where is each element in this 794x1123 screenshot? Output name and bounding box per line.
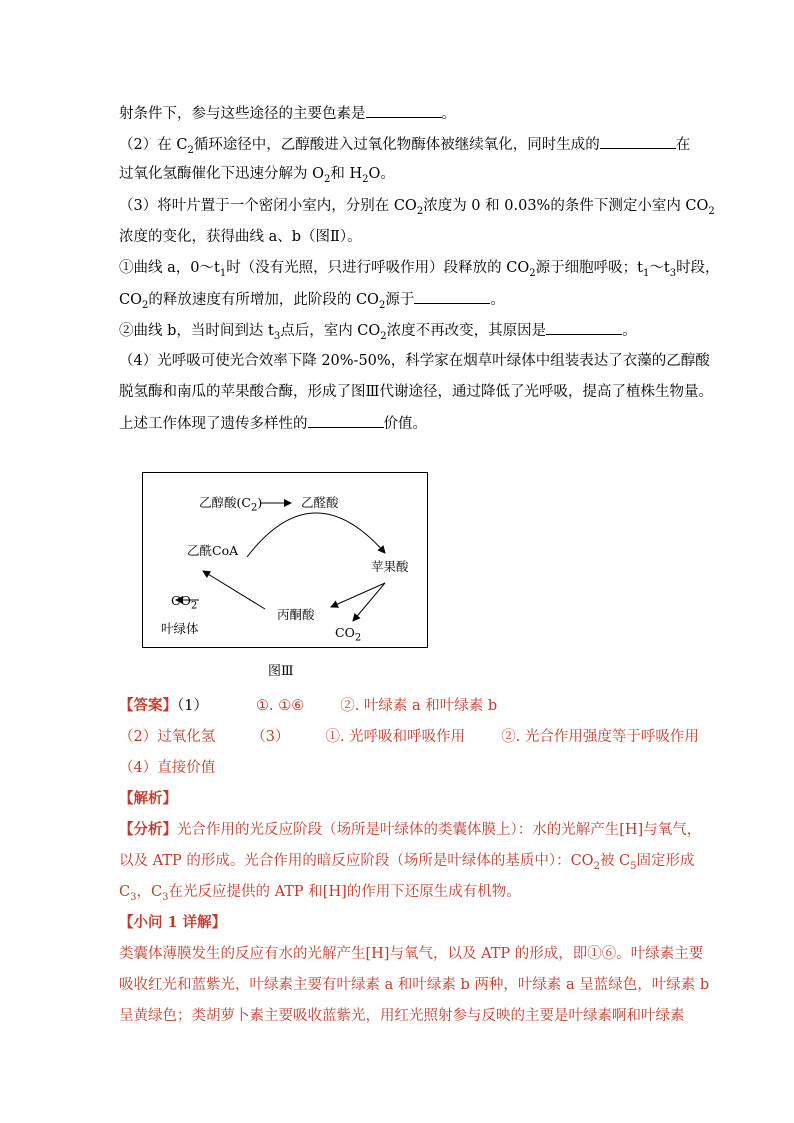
answer-q1-a: ①. ①⑥: [255, 698, 305, 714]
subscript: 2: [190, 600, 198, 612]
q2-text-a: （2）在 C: [119, 137, 188, 153]
subscript: 3: [669, 267, 677, 279]
label-co2-left: [171, 593, 198, 612]
arrow-pyruvate-to-acetylcoa: [203, 571, 265, 609]
subscript: 2: [141, 299, 149, 311]
label-acetyl-coa: 乙酰CoA: [187, 543, 239, 558]
period: 。: [490, 292, 505, 308]
answer-q3-a: ①. 光呼吸和呼吸作用: [325, 729, 466, 745]
q1-tail-line: [119, 103, 456, 124]
q4-line-1: [119, 351, 710, 371]
answer-blank: [546, 320, 622, 335]
q3-text-a1: （3）将叶片置于一个密闭小室内，分别在 CO: [119, 198, 417, 214]
label-glyoxylate: 乙醛酸: [301, 495, 339, 510]
subscript: 2: [250, 502, 258, 514]
subscript: 2: [593, 860, 600, 872]
q4-text-a: （4）光呼吸可使光合效率下降 20%-50%，科学家在烟草叶绿体中组装表达了衣藻的乙醇酸: [119, 353, 710, 369]
answer-blank: [308, 413, 384, 428]
q3-text-c3: 源于细胞呼吸；t: [535, 260, 643, 276]
analysis-p1: 光合作用的光反应阶段（场所是叶绿体的类囊体膜上）：水的光解产生[H]与氧气，: [177, 822, 702, 838]
answer-blank: [600, 134, 676, 149]
subscript: 5: [630, 860, 637, 872]
answer-label: 【答案】: [119, 697, 177, 714]
glycolate-text: 乙醇酸(C: [199, 495, 251, 510]
q3-text-d3: 源于: [385, 292, 415, 308]
analysis-fenxi-label: 【分析】: [119, 821, 177, 838]
subscript: 3: [162, 891, 169, 903]
period: 。: [441, 106, 456, 122]
answer-q2: （2）过氧化氢: [119, 729, 216, 745]
subscript: 2: [708, 205, 715, 217]
q3-text-b: 浓度的变化，获得曲线 a、b（图Ⅱ）。: [119, 229, 362, 245]
q3-text-e3: 浓度不再改变，其原因是: [386, 323, 547, 339]
arrow-arc-to-malate: [247, 513, 385, 557]
q2-line-1: [119, 134, 690, 155]
figure-3-diagram: [142, 472, 428, 648]
subscript: 2: [416, 205, 424, 217]
analysis-p3b: ，C: [136, 884, 163, 900]
q2-text-d1: 过氧化氢酶催化下迅速分解为 O: [119, 166, 324, 182]
period: 。: [622, 323, 637, 339]
analysis-p3c: 在光反应提供的 ATP 和[H]的作用下还原生成有机物。: [168, 884, 521, 900]
answer-line-1: [119, 696, 497, 716]
detail-line-1: 类囊体薄膜发生的反应有水的光解产生[H]与氧气，以及 ATP 的形成，即①⑥。叶绿素主要: [119, 946, 704, 962]
q4-line-2: [119, 382, 713, 402]
analysis-label: 【解析】: [119, 790, 177, 807]
subscript: 1: [642, 267, 650, 279]
answer-line-2: [119, 727, 699, 747]
q3-text-d2: 的释放速度有所增加，此阶段的 CO: [148, 292, 379, 308]
q3-text-e2: 点后，室内 CO: [280, 323, 381, 339]
q3-line-5: [119, 320, 637, 341]
subscript: 3: [130, 891, 137, 903]
detail-line-3: 呈黄绿色；类胡萝卜素主要吸收蓝紫光，用红光照射参与反映的主要是叶绿素啊和叶绿素: [119, 1008, 685, 1024]
subscript: 2: [380, 330, 387, 342]
q2-text-d2: 和 H: [330, 166, 363, 182]
glycolate-close: ): [257, 495, 263, 510]
arrow-malate-to-co2: [353, 583, 385, 621]
q3-text-c1: ①曲线 a，0～t: [119, 260, 220, 276]
q2-line-2: [119, 164, 395, 184]
subscript: 3: [273, 330, 281, 342]
label-malate: 苹果酸: [371, 559, 409, 574]
q3-line-1: [119, 196, 715, 216]
analysis-p2b: 被 C: [599, 853, 631, 869]
subscript: 2: [362, 173, 369, 185]
q3-text-e1: ②曲线 b，当时间到达 t: [119, 323, 274, 339]
label-chloroplast: 叶绿体: [161, 621, 199, 636]
co2-text: CO: [171, 593, 191, 608]
analysis-p2c: 固定形成: [636, 853, 695, 869]
answer-q3-b: ②. 光合作用强度等于呼吸作用: [501, 729, 699, 745]
answer-q1: （1）: [177, 698, 208, 714]
answer-q3: （3）: [251, 729, 290, 745]
answer-line-3: [119, 758, 215, 778]
co2-text: CO: [335, 625, 355, 640]
q2-text-c: 在: [675, 137, 691, 153]
q3-text-c4: ～t: [649, 260, 670, 276]
analysis-line-3: [119, 882, 521, 902]
subscript: 2: [324, 173, 331, 185]
figure-caption: 图Ⅲ: [268, 664, 294, 679]
q4-text-c1: 上述工作体现了遗传多样性的: [119, 416, 308, 432]
detail-line-2: 吸收红光和蓝紫光，叶绿素主要有叶绿素 a 和叶绿素 b 两种，叶绿素 a 呈蓝绿色，叶绿素 b: [119, 977, 710, 993]
subscript: 2: [529, 267, 536, 279]
q1-tail-text: 射条件下，参与这些途径的主要色素是: [119, 106, 366, 122]
xiaowen-1-header: 【小问 1 详解】: [119, 914, 227, 931]
subscript: 1: [219, 267, 227, 279]
q3-text-a2: 浓度为 0 和 0.03%的条件下测定小室内 CO: [423, 198, 709, 214]
subscript: 2: [187, 144, 194, 156]
q3-text-c5: 时段，: [676, 260, 720, 276]
answer-blank: [414, 289, 490, 304]
q4-text-b: 脱氢酶和南瓜的苹果酸合酶，形成了图Ⅲ代谢途径，通过降低了光呼吸，提高了植株生物量。: [119, 384, 713, 400]
label-glycolate: [199, 495, 263, 514]
q3-text-d1: CO: [119, 292, 142, 308]
analysis-line-2: [119, 851, 695, 871]
q3-line-2: [119, 227, 362, 247]
arrow-malate-to-pyruvate: [331, 583, 385, 607]
q2-text-d3: O。: [368, 166, 395, 182]
q2-text-b: 循环途径中，乙醇酸进入过氧化物酶体被继续氧化，同时生成的: [193, 137, 600, 153]
q3-line-3: [119, 258, 720, 278]
label-pyruvate: 丙酮酸: [277, 607, 315, 622]
analysis-p2: 以及 ATP 的形成。光合作用的暗反应阶段（场所是叶绿体的基质中）：CO: [119, 853, 594, 869]
label-co2-right: [335, 625, 362, 644]
subscript: 2: [378, 299, 386, 311]
answer-q4: （4）直接价值: [119, 760, 216, 776]
analysis-header: [119, 789, 177, 809]
answer-q1-b: ②. 叶绿素 a 和叶绿素 b: [340, 698, 498, 714]
analysis-line-1: [119, 820, 701, 840]
subscript: 2: [354, 632, 362, 644]
q3-text-c2: 时（没有光照，只进行呼吸作用）段释放的 CO: [226, 260, 530, 276]
q4-text-c2: 价值。: [383, 416, 427, 432]
answer-blank: [366, 103, 442, 118]
q3-line-4: [119, 289, 505, 310]
q4-line-3: [119, 413, 427, 434]
analysis-p3a: C: [119, 884, 131, 900]
